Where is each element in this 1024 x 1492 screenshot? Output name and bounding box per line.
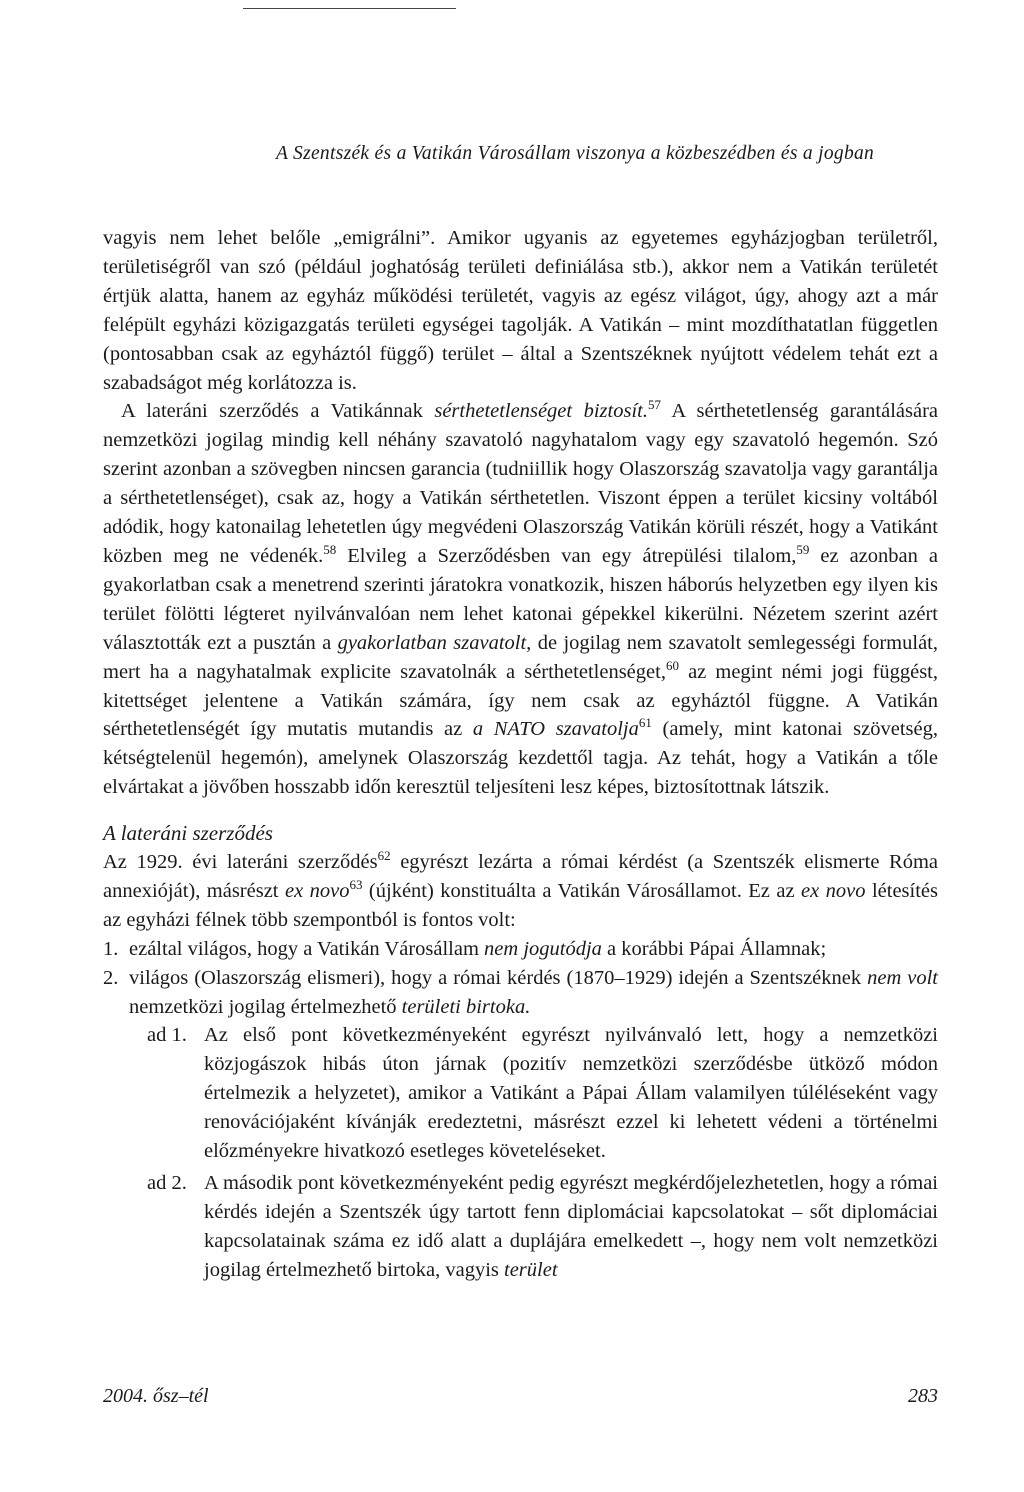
paragraph-2-text: A lateráni szerződés a Vatikánnak	[121, 400, 435, 423]
list-text	[129, 935, 938, 964]
list-item-1	[103, 935, 938, 964]
ad-text	[204, 1169, 938, 1285]
ad-label: ad 2.	[147, 1172, 187, 1194]
list-text-part: a korábbi Pápai Államnak;	[601, 937, 827, 960]
list-number: 1.	[103, 937, 119, 960]
italic-text: területi birtoka.	[401, 995, 531, 1018]
ad-text-part: A második pont következményeként pedig egyrészt megkérdőjelezhetetlen, hogy a római kérdés idején a Szentszék úgy tartott fenn diplomáciai kapcsolatokat – sőt diplomáciai kapcsolatainak száma ez idő alatt a duplájára emelkedett –, hogy nem volt nemzetközi jogilag értelmezhető birtoka, vagyis	[204, 1172, 938, 1281]
footnote-ref-61: 61	[638, 715, 652, 731]
paragraph-2-text: ez azonban a gyakorlatban csak a menetrend szerinti járatokra vonatkozik, hiszen háborús helyzetben egy ilyen kis terület fölötti légteret nyilvánvalóan nem lehet katonai gépekkel kikerülni. Nézetem szerint azért választották ezt a pusztán a	[103, 544, 939, 654]
footnote-ref-57: 57	[647, 397, 661, 413]
paragraph-2-text: Elvileg a Szerződésben van egy átrepülési tilalom,	[336, 544, 797, 567]
italic-text: gyakorlatban szavatolt,	[337, 631, 532, 654]
paragraph-2	[103, 397, 938, 802]
paragraph-3-text: egyrészt lezárta a római kérdést (a Szentszék elismerte Róma annexióját), másrészt	[103, 851, 938, 902]
footnote-ref-58: 58	[323, 541, 337, 557]
list-item-2	[103, 964, 938, 1022]
italic-text: nem jogutódja	[484, 937, 602, 960]
section-title: A lateráni szerződés	[103, 821, 273, 846]
ad-label: ad 1.	[147, 1024, 187, 1047]
footnote-ref-60: 60	[665, 657, 679, 673]
list-text	[129, 964, 938, 1022]
list-text-part: ezáltal világos, hogy a Vatikán Városállam	[129, 937, 485, 960]
paragraph-2-text: az megint némi jogi függést, kitettséget jelentene a Vatikán számára, így nem csak az egyháztól függne. A Vatikán sérthetetlenségét így mutatis mutandis az	[103, 660, 938, 741]
paragraph-3-text: Az 1929. évi lateráni szerződés	[103, 851, 378, 874]
italic-text: sérthetetlenséget biztosít.	[434, 400, 648, 423]
ad-item-2	[147, 1169, 938, 1285]
footnote-ref-62: 62	[377, 848, 391, 864]
list-number: 2.	[103, 966, 119, 989]
italic-text: nem volt	[867, 966, 938, 989]
italic-text: a NATO szavatolja	[472, 718, 639, 741]
page-number: 283	[908, 1385, 938, 1407]
paragraph-1-text: vagyis nem lehet belőle „emigrálni”. Amikor ugyanis az egyetemes egyházjogban területről, területiségről van szó (például joghatóság területi definiálása stb.), akkor nem a Vatikán területét értjük alatta, hanem az egyház működési területét, vagyis az egész világot, úgy, ahogy azt a már felépült egyházi közigazgatás területi egységei tagolják. A Vatikán – mint mozdíthatatlan független (pontosabban csak az egyháztól függő) terület – által a Szentszéknek nyújtott védelem tehát ezt a szabadságot még korlátozza is.	[103, 227, 938, 394]
footer-issue: 2004. ősz–tél	[103, 1385, 209, 1407]
ad-text: Az első pont következményeként egyrészt nyilvánvaló lett, hogy a nemzetközi közjogászok hibás úton járnak (pozitív nemzetközi szerződésbe ütköző módon értelmezik a helyzetet), amikor a Vatikánt a Pápai Állam valamilyen túléléseként vagy renovációjaként kívánják eredeztetni, másrészt ezzel ki lehetett védeni a történelmi előzményekre hivatkozó esetleges követeléseket.	[204, 1024, 938, 1163]
top-rule	[243, 8, 456, 9]
paragraph-3-text: (újként) konstituálta a Vatikán Városállamot. Ez az	[362, 879, 801, 902]
ad-item-1	[147, 1021, 938, 1166]
footnote-ref-59: 59	[796, 541, 810, 557]
running-head: A Szentszék és a Vatikán Városállam viszonya a közbeszédben és a jogban	[276, 143, 875, 164]
paragraph-2-text: (amely, mint katonai szövetség, kétségtelenül hegemón), amelynek Olaszország kezdettől tagja. Az tehát, hogy a Vatikán a tőle elvártakat a jövőben hosszabb időn keresztül teljesíteni lesz képes, biztosítottnak látszik.	[103, 718, 938, 799]
paragraph-3-text: létesítés az egyházi félnek több szempontból is fontos volt:	[103, 879, 938, 931]
paragraph-3	[103, 848, 938, 935]
paragraph-2-text: A sérthetetlenség garantálására nemzetközi jogilag mindig kell néhány szavatoló nagyhatalom vagy egy szavatoló hegemón. Szó szerint azonban a szövegben nincsen garancia (tudniillik hogy Olaszország szavatolja vagy garantálja a sérthetetlenséget), csak az, hogy a Vatikán sérthetetlen. Viszont éppen a terület kicsiny voltából adódik, hogy katonailag lehetetlen úgy megvédeni Olaszország Vatikán körüli részét, hogy a Vatikánt közben meg ne védenék.	[103, 400, 938, 567]
body-text	[103, 224, 938, 1285]
footnote-ref-63: 63	[349, 876, 363, 892]
list-text-part: világos (Olaszország elismeri), hogy a római kérdés (1870–1929) idején a Szentszéknek	[129, 966, 868, 989]
list-text-part: nemzetközi jogilag értelmezhető	[129, 995, 402, 1018]
paragraph-1	[103, 224, 938, 397]
italic-text: terület	[504, 1258, 558, 1281]
italic-text: ex novo	[801, 879, 866, 902]
paragraph-2-text: de jogilag nem szavatolt semlegességi formulát, mert ha a nagyhatalmak explicite szavatolnák a sérthetetlenséget,	[103, 631, 938, 683]
italic-text: ex novo	[284, 879, 350, 902]
